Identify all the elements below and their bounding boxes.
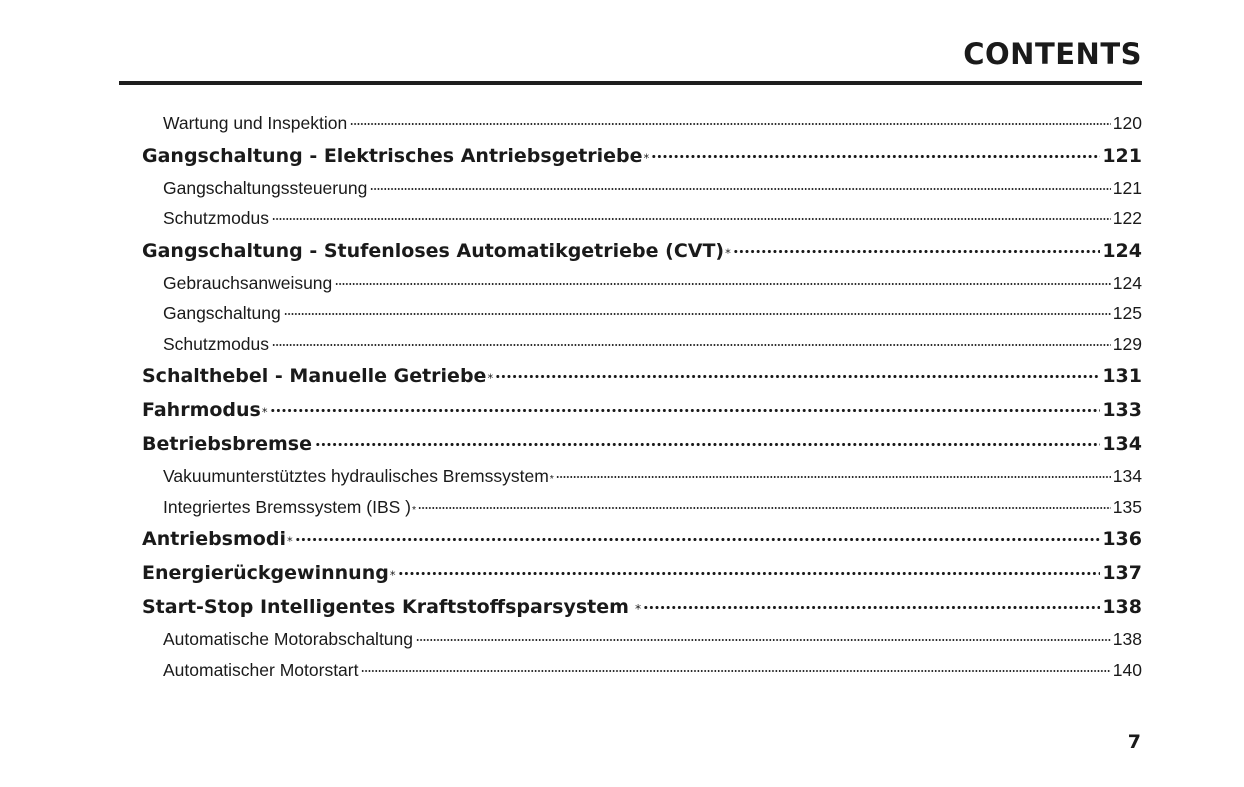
- toc-entry-footnote-star: *: [411, 503, 417, 516]
- toc-entry-page: 124: [1112, 272, 1142, 293]
- toc-entry-label: Schutzmodus: [163, 208, 270, 228]
- dot-leader: [284, 313, 1111, 315]
- toc-entry-label: Automatische Motorabschaltung: [163, 629, 413, 649]
- dot-leader: [272, 218, 1111, 220]
- toc-entry[interactable]: [142, 624, 1142, 655]
- toc-entry-page: 133: [1102, 399, 1142, 421]
- page-title: CONTENTS: [963, 37, 1142, 71]
- dot-leader: [315, 443, 1100, 446]
- toc-entry-footnote-star: *: [643, 150, 650, 165]
- toc-entry-label: Schutzmodus: [163, 333, 270, 354]
- dot-leader: [651, 155, 1100, 158]
- toc-entry-page: 129: [1112, 333, 1142, 354]
- dot-leader: [416, 639, 1111, 641]
- toc-entry[interactable]: [142, 556, 1142, 590]
- toc-entry-footnote-star: *: [487, 371, 494, 385]
- toc-entry-page: 121: [1112, 177, 1142, 198]
- toc-entry-label: Vakuumunterstütztes hydraulisches Bremssystem: [163, 466, 549, 486]
- toc-entry-label: Gangschaltung - Elektrisches Antriebsgetriebe: [142, 144, 643, 167]
- toc-entry[interactable]: [142, 655, 1142, 686]
- dot-leader: [370, 188, 1110, 190]
- dot-leader: [733, 250, 1101, 253]
- toc-entry-page: 138: [1112, 629, 1142, 649]
- toc-entry-label: Gangschaltung - Stufenloses Automatikgetriebe (CVT): [142, 239, 725, 262]
- toc-entry-label: Gangschaltungssteuerung: [163, 177, 368, 198]
- toc-entry-page: 137: [1102, 562, 1142, 584]
- toc-entry-footnote-star: *: [725, 245, 731, 260]
- dot-leader: [295, 538, 1101, 541]
- toc-entry[interactable]: [142, 461, 1142, 492]
- toc-entry-label: Automatischer Motorstart: [163, 659, 359, 680]
- toc-entry-page: 136: [1102, 528, 1142, 550]
- title-divider: [119, 81, 1142, 85]
- dot-leader: [272, 344, 1111, 346]
- toc-entry-label: Energierückgewinnung: [142, 562, 389, 584]
- toc-entry-label: Fahrmodus: [142, 399, 261, 421]
- toc-entry-page: 125: [1112, 303, 1142, 323]
- toc-entry[interactable]: [142, 234, 1142, 268]
- toc-entry-page: 121: [1102, 144, 1142, 167]
- toc-entry-page: 120: [1112, 113, 1142, 133]
- dot-leader: [398, 572, 1101, 575]
- toc-entry-label: Antriebsmodi: [142, 528, 286, 550]
- toc-entry-footnote-star: *: [389, 568, 396, 582]
- toc-entry-label: Schalthebel - Manuelle Getriebe: [142, 365, 487, 387]
- toc-entry-label: Betriebsbremse: [142, 433, 312, 455]
- toc-entry-footnote-star: *: [634, 602, 642, 616]
- dot-leader: [418, 507, 1111, 509]
- toc-entry[interactable]: [142, 329, 1142, 360]
- dot-leader: [556, 476, 1111, 478]
- toc-entry-page: 140: [1112, 659, 1142, 680]
- toc-entry-page: 138: [1102, 596, 1142, 618]
- toc-entry[interactable]: [142, 203, 1142, 234]
- dot-leader: [335, 283, 1111, 285]
- toc-entry[interactable]: [142, 590, 1142, 624]
- toc-entry-page: 134: [1112, 466, 1142, 486]
- toc-entry-label: Gangschaltung: [163, 303, 281, 323]
- page-number: 7: [1127, 731, 1141, 753]
- toc-entry[interactable]: [142, 427, 1142, 461]
- toc-entry[interactable]: [142, 268, 1142, 299]
- dot-leader: [643, 606, 1100, 609]
- toc-entry[interactable]: [142, 522, 1142, 556]
- dot-leader: [270, 409, 1101, 412]
- dot-leader: [495, 375, 1100, 378]
- toc-entry[interactable]: [142, 298, 1142, 329]
- toc-entry-footnote-star: *: [261, 405, 268, 419]
- toc-entry-footnote-star: *: [286, 534, 293, 548]
- toc-entry-page: 122: [1112, 208, 1142, 228]
- toc-entry[interactable]: [142, 359, 1142, 393]
- toc-entry-label: Gebrauchsanweisung: [163, 272, 333, 293]
- toc-entry-page: 131: [1102, 365, 1142, 387]
- toc-entry[interactable]: [142, 139, 1142, 173]
- dot-leader: [350, 123, 1111, 125]
- toc-entry[interactable]: [142, 108, 1142, 139]
- toc-entry-label: Start-Stop Intelligentes Kraftstoffsparsystem: [142, 596, 629, 618]
- toc-entry-label: Wartung und Inspektion: [163, 113, 348, 133]
- toc-entry[interactable]: [142, 173, 1142, 204]
- toc-entry-label: Integriertes Bremssystem (IBS ): [163, 496, 411, 517]
- toc-entry-page: 134: [1102, 433, 1142, 455]
- toc-entry-footnote-star: *: [549, 473, 554, 485]
- dot-leader: [361, 670, 1110, 672]
- toc-entry-page: 124: [1102, 239, 1142, 262]
- table-of-contents: [142, 108, 1142, 685]
- toc-entry[interactable]: [142, 492, 1142, 523]
- toc-entry[interactable]: [142, 393, 1142, 427]
- toc-entry-page: 135: [1112, 496, 1142, 517]
